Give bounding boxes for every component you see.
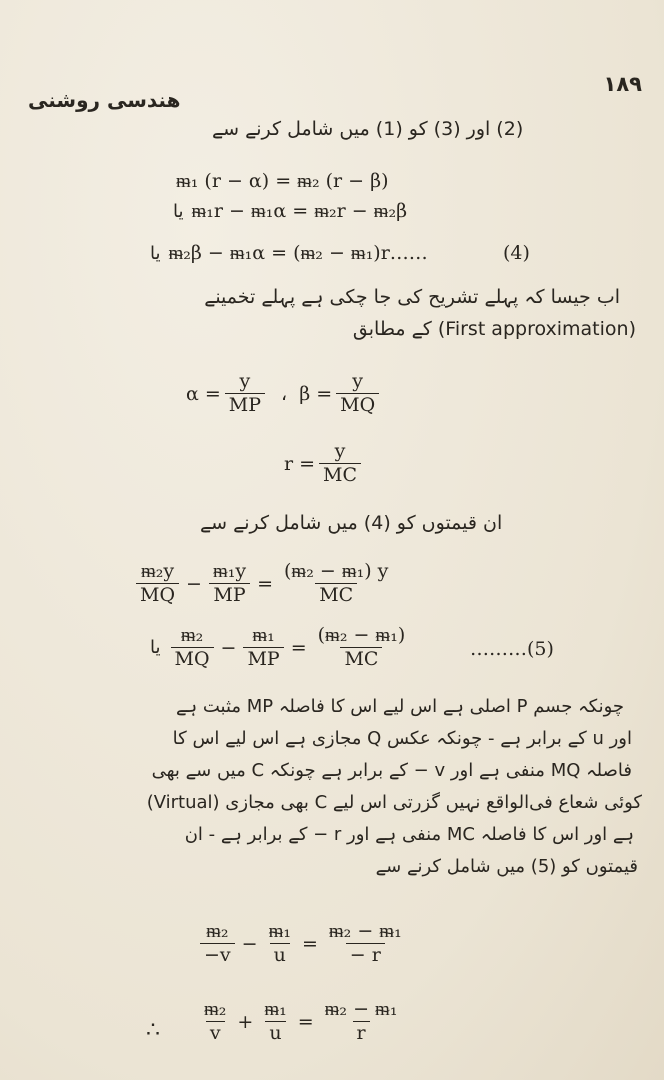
r-fraction <box>319 440 361 488</box>
equation-5b <box>150 624 413 672</box>
r-lhs: r = <box>284 452 316 475</box>
equation-5a <box>132 560 396 608</box>
eq5a-rhs <box>280 560 392 608</box>
book-title: هندسی روشنی <box>28 88 181 112</box>
paragraph-3-line-5: ہے اور اس کا فاصلہ MC منفی ہے اور r − کے برابر ہے - ان <box>184 824 634 845</box>
beta-lhs: β = <box>299 382 333 405</box>
equals-sign: = <box>290 636 307 659</box>
eq5b-term-1 <box>171 624 214 672</box>
ya-label: یا <box>173 201 184 222</box>
alpha-beta-equations <box>186 370 383 418</box>
eq6-rhs-num: ᵯ₂ − ᵯ₁ <box>328 920 402 942</box>
alpha-lhs: α = <box>186 382 221 405</box>
eq6-term-1 <box>200 920 235 968</box>
equation-number-5: ………(5) <box>470 638 554 660</box>
ya-label: یا <box>150 637 161 659</box>
eq5a-term-1 <box>136 560 179 608</box>
eq5b-term-2-num: ᵯ₁ <box>252 624 275 646</box>
paragraph-3-line-2: اور u کے برابر ہے - چونکہ عکس Q مجازی ہے اس لیے اس کا <box>172 728 632 749</box>
beta-fraction <box>336 370 379 418</box>
eq6-term-1-den: −v <box>200 943 235 968</box>
eq6-rhs-den: − r <box>346 943 385 968</box>
eq7-rhs-num: ᵯ₂ − ᵯ₁ <box>324 998 398 1020</box>
alpha-fraction <box>225 370 265 418</box>
paragraph-1-line-2: (First approximation) کے مطابق <box>352 318 636 340</box>
intro-line: (2) اور (3) کو (1) میں شامل کرنے سے <box>212 118 524 140</box>
eq7-term-1-num: ᵯ₂ <box>204 998 227 1020</box>
equals-sign: = <box>257 572 274 595</box>
eq5a-term-1-num: ᵯ₂y <box>140 560 175 582</box>
beta-numerator: y <box>352 370 364 392</box>
equation-number-4: (4) <box>503 242 530 264</box>
eq5a-term-2-den: MP <box>209 583 249 608</box>
equation-a: ᵯ₁ (r − α) = ᵯ₂ (r − β) <box>176 170 389 192</box>
eq6-term-1-num: ᵯ₂ <box>206 920 229 942</box>
eq5a-term-2 <box>209 560 250 608</box>
minus-sign: − <box>220 636 237 659</box>
r-denominator: MC <box>319 463 361 488</box>
page-number: ١٨٩ <box>603 72 642 96</box>
eq5a-rhs-den: MC <box>315 583 357 608</box>
beta-denominator: MQ <box>336 393 379 418</box>
equation-b-expr: ᵯ₁r − ᵯ₁α = ᵯ₂r − ᵯ₂β <box>191 200 408 222</box>
paragraph-1-line-1: اب جیسا کہ پہلے تشریح کی جا چکی ہے پہلے تخمینے <box>204 286 620 308</box>
alpha-numerator: y <box>239 370 251 392</box>
eq6-rhs <box>325 920 406 968</box>
minus-sign: − <box>186 572 202 595</box>
r-numerator: y <box>334 440 346 462</box>
ya-label: یا <box>150 243 161 264</box>
equation-c-expr: ᵯ₂β − ᵯ₁α = (ᵯ₂ − ᵯ₁)r…… <box>168 242 428 264</box>
eq5b-term-2-den: MP <box>243 647 283 672</box>
eq7-term-1 <box>200 998 230 1046</box>
paragraph-3-line-4: کوئی شعاع فی‌الواقع نہیں گزرتی اس لیے C بھی مجازی (Virtual) <box>146 792 642 813</box>
paragraph-3-line-1: چونکہ جسم P اصلی ہے اس لیے اس کا فاصلہ MP مثبت ہے <box>176 696 624 717</box>
eq7-term-2-num: ᵯ₁ <box>264 998 287 1020</box>
alpha-denominator: MP <box>225 393 265 418</box>
eq5b-rhs <box>314 624 410 672</box>
equation-b <box>173 200 407 223</box>
minus-sign: − <box>241 932 258 955</box>
eq6-term-2-num: ᵯ₁ <box>268 920 291 942</box>
therefore-symbol: ∴ <box>146 1018 160 1043</box>
eq5b-rhs-num: (ᵯ₂ − ᵯ₁) <box>317 624 406 646</box>
eq7-term-1-den: v <box>206 1021 225 1046</box>
eq5a-term-2-num: ᵯ₁y <box>212 560 247 582</box>
eq7-term-2 <box>260 998 290 1046</box>
eq7-rhs <box>321 998 402 1046</box>
paragraph-3-line-6: قیمتوں کو (5) میں شامل کرنے سے <box>375 856 638 877</box>
eq5b-rhs-den: MC <box>340 647 382 672</box>
equals-sign: = <box>297 1010 314 1033</box>
eq7-term-2-den: u <box>265 1021 285 1046</box>
equals-sign: = <box>301 932 318 955</box>
paragraph-3-line-3: فاصلہ MQ منفی ہے اور v − کے برابر ہے چونکہ C میں سے بھی <box>151 760 632 781</box>
equation-6 <box>196 920 410 968</box>
eq7-rhs-den: r <box>353 1021 370 1046</box>
equation-7 <box>196 998 405 1046</box>
plus-sign: + <box>237 1010 254 1033</box>
eq5b-term-2 <box>243 624 283 672</box>
r-equation <box>284 440 365 488</box>
eq5b-term-1-num: ᵯ₂ <box>180 624 204 646</box>
eq6-term-2-den: u <box>270 943 290 968</box>
paragraph-2: ان قیمتوں کو (4) میں شامل کرنے سے <box>200 512 503 534</box>
separator: ، <box>281 382 288 405</box>
eq5a-rhs-num: (ᵯ₂ − ᵯ₁) y <box>284 560 389 582</box>
eq5a-term-1-den: MQ <box>136 583 179 608</box>
equation-c <box>150 242 428 265</box>
eq5b-term-1-den: MQ <box>171 647 214 672</box>
eq6-term-2 <box>265 920 295 968</box>
